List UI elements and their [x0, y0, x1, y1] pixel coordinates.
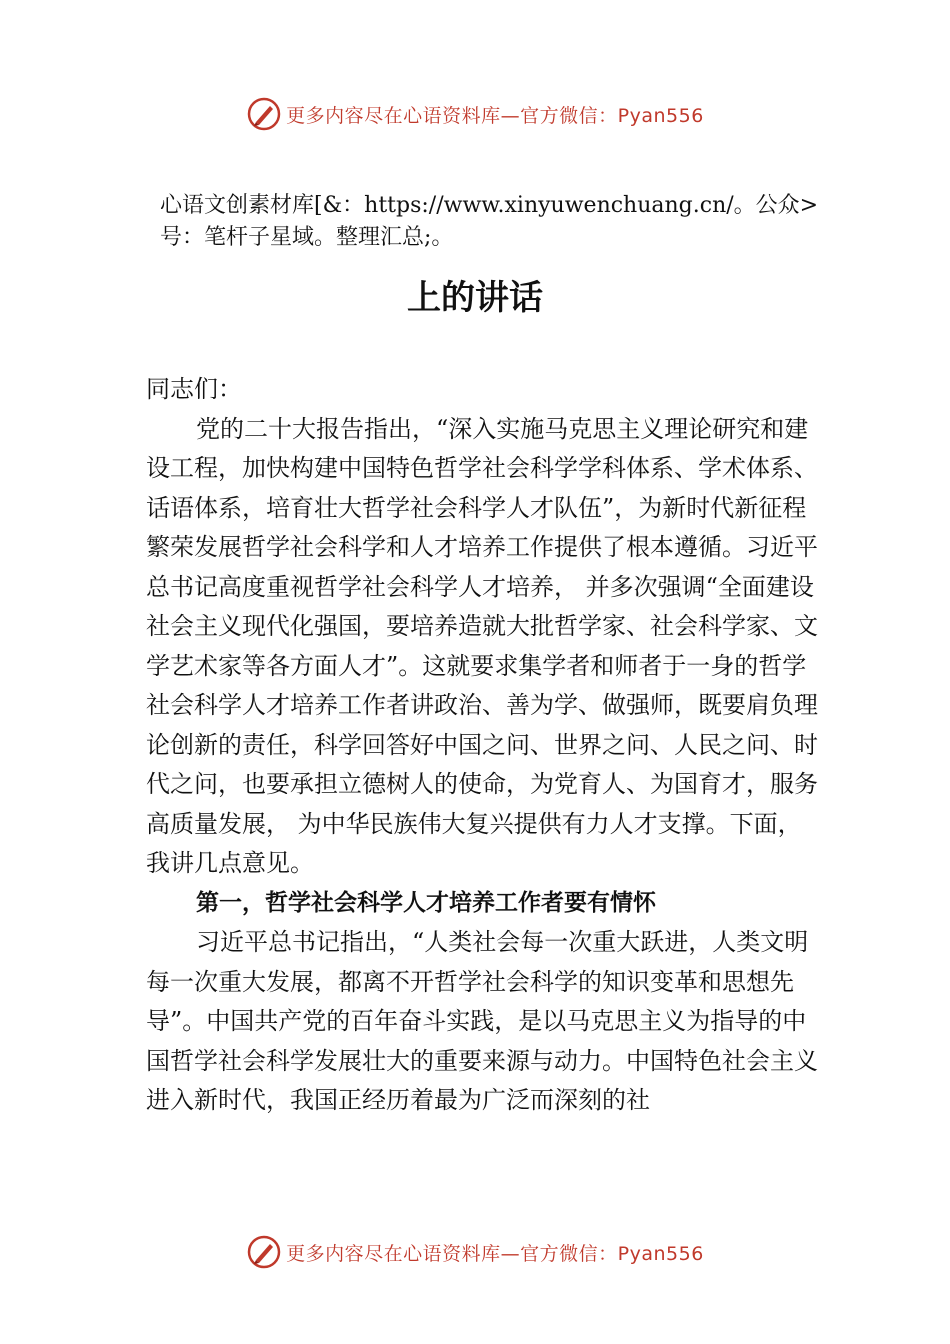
- banner-text: 更多内容尽在心语资料库—官方微信：Pyan556: [286, 1242, 704, 1265]
- header-banner: [0, 94, 950, 134]
- section-heading: 第一，哲学社会科学人才培养工作者要有情怀: [196, 889, 656, 916]
- source-note: 心语文创素材库[&：https://www.xinyuwenchuang.cn/。公众>号：笔杆子星域。整理汇总;。: [160, 193, 819, 250]
- document-body: [146, 370, 822, 1121]
- page-title: 上的讲话: [407, 278, 543, 318]
- pen-logo-icon: [246, 96, 282, 132]
- footer-banner: [0, 1232, 950, 1272]
- banner-text: 更多内容尽在心语资料库—官方微信：Pyan556: [286, 104, 704, 127]
- paragraph: 党的二十大报告指出，“深入实施马克思主义理论研究和建设工程，加快构建中国特色哲学社会科学学科体系、学术体系、话语体系，培育壮大哲学社会科学人才队伍”，为新时代新征程繁荣发展哲学社会科学和人才培养工作提供了根本遵循。习近平总书记高度重视哲学社会科学人才培养， 并多次强调“全面建设社会主义现代化强国，要培养造就大批哲学家、社会科学家、文学艺术家等各方面人才”。这就要求集学者和师者于一身的哲学社会科学人才培养工作者讲政治、善为学、做强师，既要肩负理论创新的责任，科学回答好中国之问、世界之问、人民之问、时代之问，也要承担立德树人的使命，为党育人、为国育才，服务高质量发展， 为中华民族伟大复兴提供有力人才支撑。下面，我讲几点意见。: [146, 414, 818, 877]
- section-paragraph: 习近平总书记指出，“人类社会每一次重大跃进，人类文明每一次重大发展，都离不开哲学社会科学的知识变革和思想先导”。中国共产党的百年奋斗实践，是以马克思主义为指导的中国哲学社会科学发展壮大的重要来源与动力。中国特色社会主义进入新时代，我国正经历着最为广泛而深刻的社: [146, 928, 818, 1114]
- pen-logo-icon: [246, 1234, 282, 1270]
- salutation: 同志们：: [146, 375, 242, 403]
